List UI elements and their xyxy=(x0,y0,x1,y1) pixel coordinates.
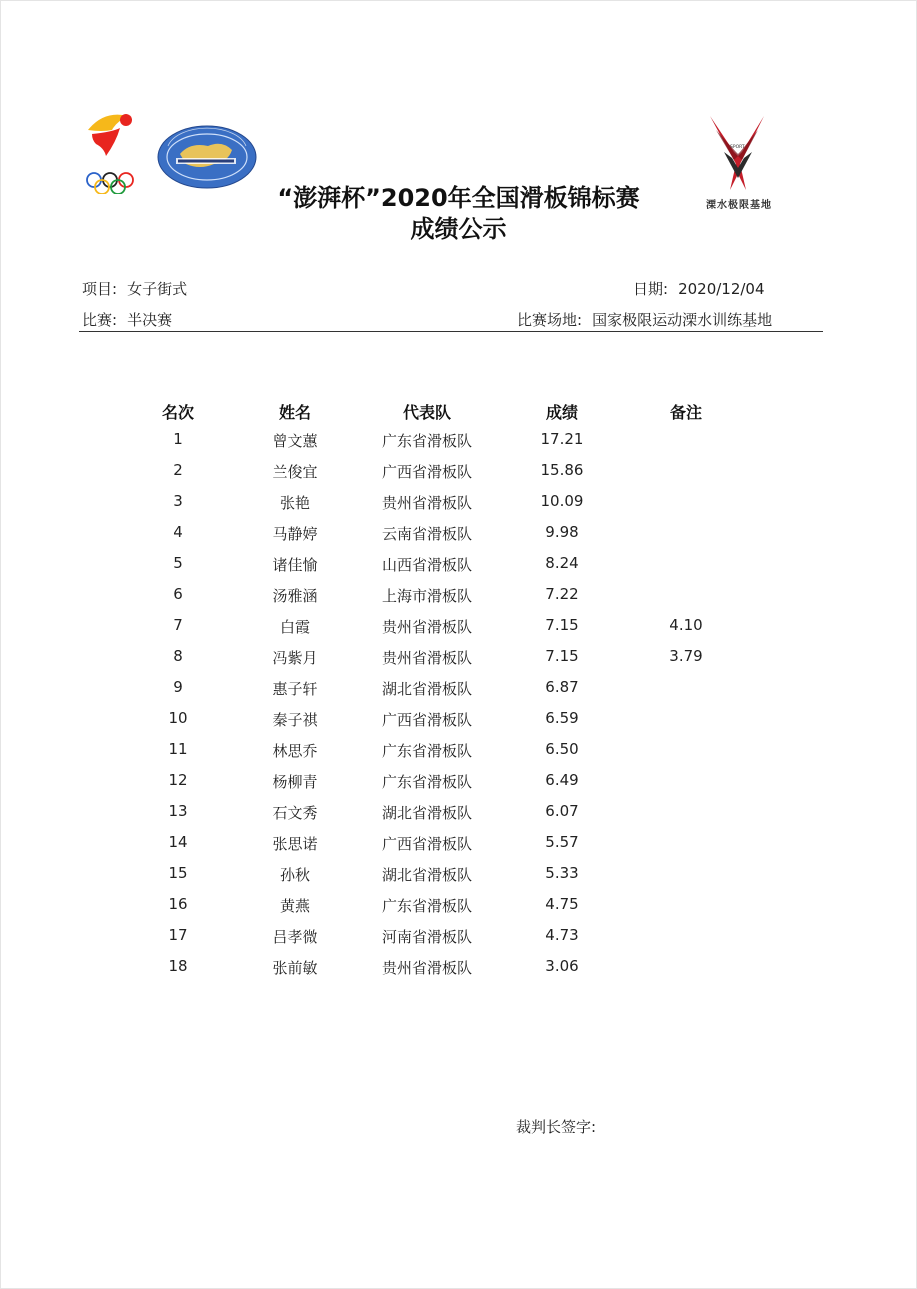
name-cell: 张前敏 xyxy=(272,959,318,977)
name-cell: 秦子祺 xyxy=(272,711,318,729)
header-note: 备注 xyxy=(669,403,702,422)
score-cell: 5.33 xyxy=(545,864,579,882)
table-row xyxy=(0,860,917,891)
rank-cell: 10 xyxy=(168,709,188,727)
score-cell: 8.24 xyxy=(545,554,579,572)
rank-cell: 14 xyxy=(168,833,188,851)
table-row xyxy=(0,705,917,736)
svg-text:SPORT: SPORT xyxy=(730,145,745,150)
table-row xyxy=(0,798,917,829)
team-cell: 广西省滑板队 xyxy=(381,711,472,729)
table-row xyxy=(0,922,917,953)
team-cell: 贵州省滑板队 xyxy=(381,618,472,636)
name-cell: 兰俊宜 xyxy=(272,463,318,481)
team-cell: 广东省滑板队 xyxy=(381,897,472,915)
score-cell: 6.87 xyxy=(545,678,579,696)
date-value: 2020/12/04 xyxy=(678,280,765,298)
team-cell: 广东省滑板队 xyxy=(381,742,472,760)
rank-cell: 4 xyxy=(173,523,183,541)
score-cell: 3.06 xyxy=(545,957,579,975)
table-header-row xyxy=(0,396,917,426)
table-row xyxy=(0,953,917,984)
document-subtitle: 成绩公示 xyxy=(410,215,507,243)
results-table xyxy=(0,396,917,984)
score-cell: 5.57 xyxy=(545,833,579,851)
table-row xyxy=(0,829,917,860)
table-row xyxy=(0,767,917,798)
name-cell: 白霞 xyxy=(279,618,310,636)
document-title: “澎湃杯”2020年全国滑板锦标赛 xyxy=(277,184,640,212)
score-cell: 6.50 xyxy=(545,740,579,758)
rank-cell: 9 xyxy=(173,678,183,696)
name-cell: 吕孝微 xyxy=(272,928,318,946)
referee-signature-label: 裁判长签字: xyxy=(516,1118,597,1136)
score-cell: 7.22 xyxy=(545,585,579,603)
venue-field xyxy=(517,309,772,330)
table-row xyxy=(0,736,917,767)
team-cell: 湖北省滑板队 xyxy=(381,804,472,822)
score-cell: 4.75 xyxy=(545,895,579,913)
header-score: 成绩 xyxy=(545,403,578,422)
team-cell: 贵州省滑板队 xyxy=(381,959,472,977)
team-cell: 云南省滑板队 xyxy=(381,525,472,543)
name-cell: 诸佳愉 xyxy=(272,556,318,574)
rank-cell: 11 xyxy=(168,740,188,758)
event-value: 女子街式 xyxy=(127,280,188,298)
header-rank: 名次 xyxy=(161,403,194,422)
rank-cell: 12 xyxy=(168,771,188,789)
rank-cell: 15 xyxy=(168,864,188,882)
round-value: 半决赛 xyxy=(127,311,173,329)
round-field xyxy=(82,309,172,330)
header-divider xyxy=(79,331,823,332)
score-cell: 17.21 xyxy=(540,430,584,448)
header-team: 代表队 xyxy=(402,403,451,422)
note-cell: 3.79 xyxy=(669,647,703,665)
name-cell: 马静婷 xyxy=(272,525,318,543)
rank-cell: 3 xyxy=(173,492,183,510)
name-cell: 林思乔 xyxy=(272,742,318,760)
table-row xyxy=(0,581,917,612)
team-cell: 上海市滑板队 xyxy=(381,587,472,605)
table-row xyxy=(0,891,917,922)
rank-cell: 7 xyxy=(173,616,183,634)
table-row xyxy=(0,550,917,581)
score-cell: 10.09 xyxy=(540,492,584,510)
rank-cell: 5 xyxy=(173,554,183,572)
name-cell: 曾文蕙 xyxy=(272,432,318,450)
score-cell: 7.15 xyxy=(545,616,579,634)
table-row xyxy=(0,643,917,674)
team-cell: 河南省滑板队 xyxy=(381,928,472,946)
event-label: 项目: xyxy=(82,280,118,298)
name-cell: 石文秀 xyxy=(272,804,318,822)
date-label: 日期: xyxy=(633,280,669,298)
rank-cell: 16 xyxy=(168,895,188,913)
event-field xyxy=(82,278,187,299)
table-row xyxy=(0,612,917,643)
rank-cell: 8 xyxy=(173,647,183,665)
table-row xyxy=(0,519,917,550)
team-cell: 广西省滑板队 xyxy=(381,835,472,853)
rank-cell: 18 xyxy=(168,957,188,975)
name-cell: 张艳 xyxy=(279,494,310,512)
team-cell: 湖北省滑板队 xyxy=(381,866,472,884)
round-label: 比赛: xyxy=(82,311,118,329)
score-cell: 6.59 xyxy=(545,709,579,727)
venue-label: 比赛场地: xyxy=(517,311,583,329)
name-cell: 孙秋 xyxy=(279,866,310,884)
rank-cell: 1 xyxy=(173,430,183,448)
team-cell: 湖北省滑板队 xyxy=(381,680,472,698)
rank-cell: 13 xyxy=(168,802,188,820)
name-cell: 张思诺 xyxy=(272,835,318,853)
table-row xyxy=(0,674,917,705)
name-cell: 汤雅涵 xyxy=(272,587,318,605)
score-cell: 9.98 xyxy=(545,523,579,541)
score-cell: 15.86 xyxy=(540,461,584,479)
header-name: 姓名 xyxy=(278,403,311,422)
team-cell: 贵州省滑板队 xyxy=(381,649,472,667)
name-cell: 冯紫月 xyxy=(272,649,318,667)
table-row xyxy=(0,457,917,488)
team-cell: 贵州省滑板队 xyxy=(381,494,472,512)
score-cell: 6.07 xyxy=(545,802,579,820)
rank-cell: 6 xyxy=(173,585,183,603)
name-cell: 杨柳青 xyxy=(272,773,318,791)
table-row xyxy=(0,426,917,457)
score-cell: 7.15 xyxy=(545,647,579,665)
score-cell: 6.49 xyxy=(545,771,579,789)
rank-cell: 17 xyxy=(168,926,188,944)
venue-value: 国家极限运动溧水训练基地 xyxy=(592,311,773,329)
team-cell: 广东省滑板队 xyxy=(381,432,472,450)
note-cell: 4.10 xyxy=(669,616,703,634)
table-row xyxy=(0,488,917,519)
rank-cell: 2 xyxy=(173,461,183,479)
training-base-caption: 溧水极限基地 xyxy=(706,200,772,211)
team-cell: 广东省滑板队 xyxy=(381,773,472,791)
name-cell: 惠子轩 xyxy=(272,680,318,698)
team-cell: 山西省滑板队 xyxy=(381,556,472,574)
date-field xyxy=(633,278,765,299)
name-cell: 黄燕 xyxy=(279,897,310,915)
table-body xyxy=(0,426,917,984)
team-cell: 广西省滑板队 xyxy=(381,463,472,481)
score-cell: 4.73 xyxy=(545,926,579,944)
